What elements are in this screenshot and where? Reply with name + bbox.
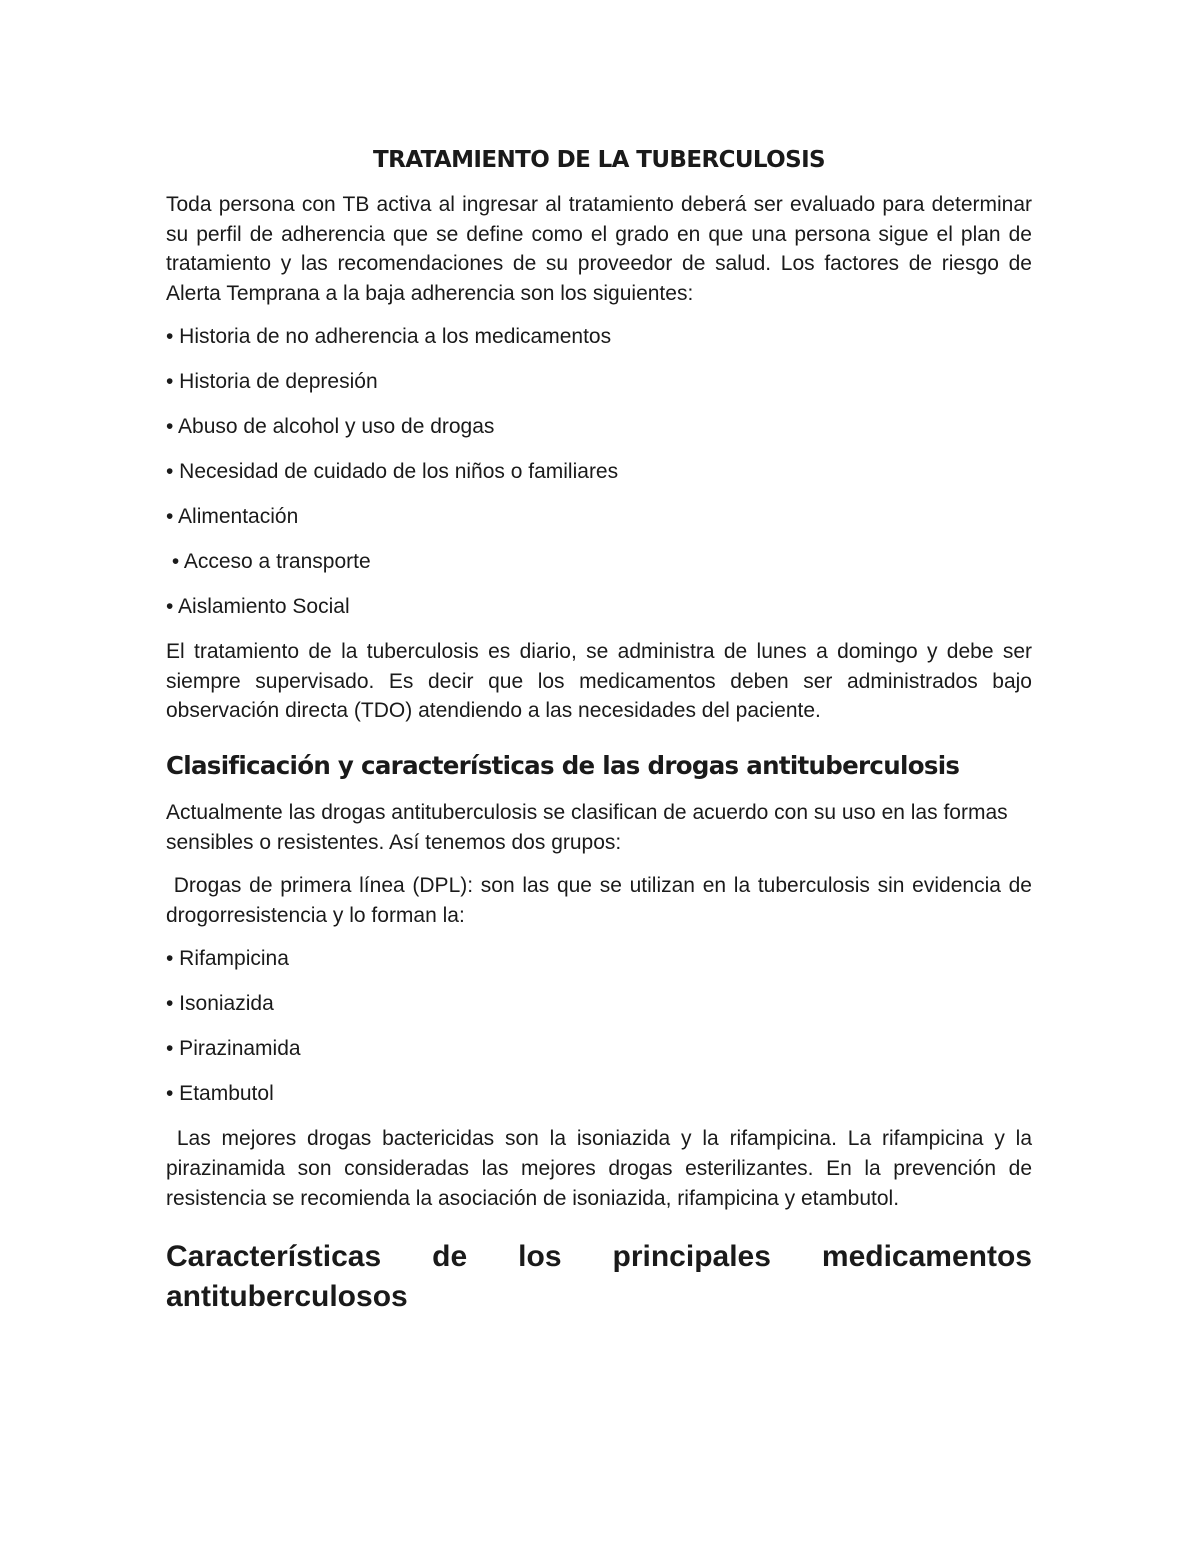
list-item: • Aislamiento Social xyxy=(166,595,350,619)
document-body xyxy=(166,140,1038,1317)
list-item: • Historia de depresión xyxy=(166,370,378,394)
list-item: • Alimentación xyxy=(166,505,299,529)
bactericidal-paragraph: Las mejores drogas bactericidas son la isoniazida y la rifampicina. La rifampicina y la pirazinamida son consideradas las mejores drogas esterilizantes. En la prevención de resistencia se recomienda la asociación de isoniazida, rifampicina y etambutol. xyxy=(166,1127,1038,1210)
section-heading-line: Características de los principales medicamentos xyxy=(166,1240,1032,1274)
classification-paragraph: Actualmente las drogas antituberculosis se clasifican de acuerdo con su uso en las formas sensibles o resistentes. Así tenemos dos grupos: xyxy=(166,801,1008,854)
section-heading-classification: Clasificación y características de las drogas antituberculosis xyxy=(166,751,960,781)
list-item: • Pirazinamida xyxy=(166,1037,301,1061)
first-line-drugs-paragraph: Drogas de primera línea (DPL): son las que se utilizan en la tuberculosis sin evidencia de drogorresistencia y lo forman la: xyxy=(166,874,1038,927)
list-item: • Abuso de alcohol y uso de drogas xyxy=(166,415,495,439)
treatment-paragraph: El tratamiento de la tuberculosis es diario, se administra de lunes a domingo y debe ser siempre supervisado. Es decir que los medicamentos deben ser administrados bajo observación directa (TDO) atendiendo a las necesidades del paciente. xyxy=(166,640,1032,723)
list-item: • Rifampicina xyxy=(166,947,289,971)
section-heading-line: antituberculosos xyxy=(166,1280,408,1314)
risk-factor-list xyxy=(166,322,1032,622)
list-item: • Etambutol xyxy=(166,1082,274,1106)
list-item: • Historia de no adherencia a los medicamentos xyxy=(166,325,612,349)
document-title: TRATAMIENTO DE LA TUBERCULOSIS xyxy=(373,147,825,173)
intro-paragraph: Toda persona con TB activa al ingresar al tratamiento deberá ser evaluado para determinar su perfil de adherencia que se define como el grado en que una persona sigue el plan de tratamiento y las recomendaciones de su proveedor de salud. Los factores de riesgo de Alerta Temprana a la baja adherencia son los siguientes: xyxy=(166,193,1032,305)
section-heading-characteristics xyxy=(166,1237,1032,1317)
first-line-drug-list xyxy=(166,944,1032,1109)
list-item: • Acceso a transporte xyxy=(166,550,371,574)
list-item: • Necesidad de cuidado de los niños o familiares xyxy=(166,460,619,484)
list-item: • Isoniazida xyxy=(166,992,274,1016)
